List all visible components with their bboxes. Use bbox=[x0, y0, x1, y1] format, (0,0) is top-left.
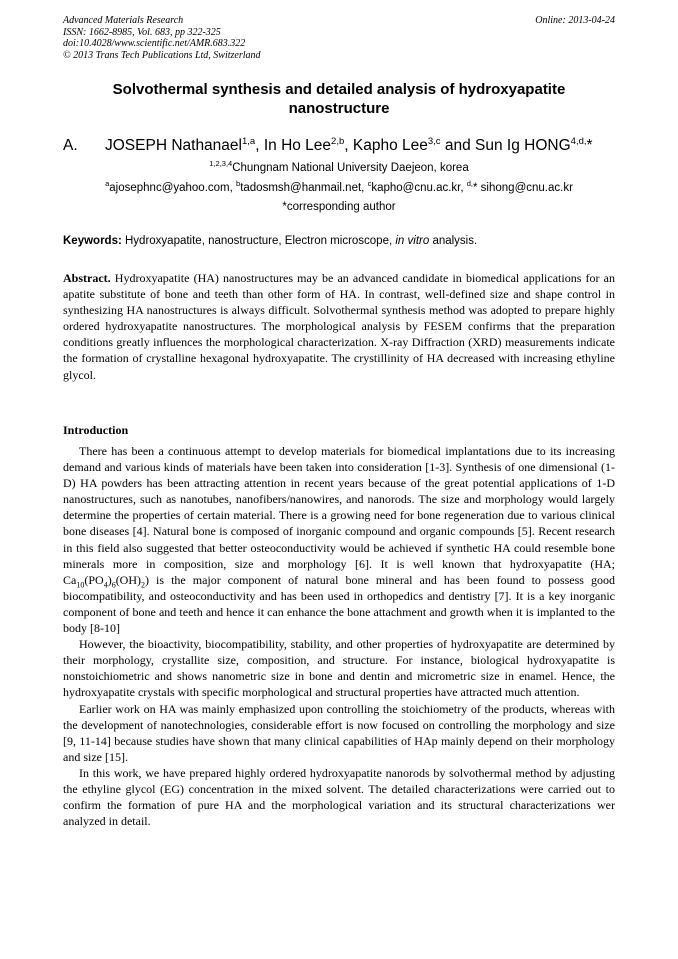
copyright-line: © 2013 Trans Tech Publications Ltd, Switzerland bbox=[63, 49, 261, 61]
author-4-name: and Sun Ig HONG bbox=[440, 137, 571, 155]
keywords-label: Keywords: bbox=[63, 235, 122, 247]
author-3-sup: 3,c bbox=[427, 136, 441, 147]
corresponding-star: * bbox=[586, 137, 593, 155]
introduction-heading: Introduction bbox=[63, 423, 129, 437]
author-initial: A. bbox=[63, 137, 78, 155]
formula-sub-2: 4 bbox=[103, 580, 108, 590]
author-2-name: , In Ho Lee bbox=[255, 137, 332, 155]
introduction-body bbox=[63, 443, 615, 829]
formula-sub-1: 10 bbox=[76, 580, 85, 590]
online-date: Online: 2013-04-24 bbox=[535, 15, 615, 26]
author-1-sup: 1,a bbox=[242, 136, 256, 147]
formula-part-1: (PO bbox=[84, 572, 104, 587]
keywords-italic: in vitro bbox=[395, 235, 430, 247]
email-d: * sihong@cnu.ac.kr bbox=[473, 181, 573, 194]
journal-name: Advanced Materials Research bbox=[63, 15, 184, 26]
abstract bbox=[63, 270, 615, 383]
email-a-sup: a bbox=[105, 179, 110, 188]
formula-part-2: ) bbox=[107, 572, 112, 587]
title-line-1: Solvothermal synthesis and detailed analysis of hydroxyapatite bbox=[112, 81, 566, 98]
email-list bbox=[63, 177, 615, 195]
issn-line: ISSN: 1662-8985, Vol. 683, pp 322-325 bbox=[63, 26, 221, 38]
formula-sub-3: 6 bbox=[111, 580, 116, 590]
author-list bbox=[63, 132, 615, 156]
title-line-2: nanostructure bbox=[288, 100, 390, 117]
affiliation-sup: 1,2,3,4 bbox=[209, 159, 233, 168]
author-3-name: , Kapho Lee bbox=[344, 137, 428, 155]
email-c: kapho@cnu.ac.kr, bbox=[371, 181, 467, 194]
paper-title bbox=[63, 80, 615, 118]
author-4-sup: 4,d, bbox=[570, 136, 587, 147]
email-b-sup: b bbox=[236, 179, 241, 188]
intro-paragraph-1 bbox=[63, 443, 615, 636]
intro-paragraph-4: In this work, we have prepared highly ordered hydroxyapatite nanorods by solvothermal method by adjusting the ethyline glycol (EG) concentration in the mixed solvent. The detailed characterizations were carried out to confirm the formation of pure HA and the morphological variation and its structural characterizations wer analyzed in detail. bbox=[63, 765, 615, 829]
email-b: tadosmsh@hanmail.net, bbox=[240, 181, 368, 194]
formula-sub-4: 2 bbox=[141, 580, 146, 590]
keywords-end: analysis. bbox=[429, 235, 478, 247]
abstract-text: Hydroxyapatite (HA) nanostructures may be an advanced candidate in biomedical applications for an apatite substitute of bone and teeth than other form of HA. In contrast, well-defined size and shape control in synthesizing HA nanostructures is always difficult. Solvothermal synthesis method was adopted to prepare highly ordered hydroxyapatite nanostructures. The morphological analysis by FESEM confirms that the preparation conditions greatly influences the morphological characterization. X-ray Diffraction (XRD) measurements indicate the formation of crystalline hexagonal hydroxyapatite. The crystillinity of HA decreased with increasing ethyline glycol. bbox=[63, 271, 615, 382]
author-2-sup: 2,b bbox=[331, 136, 345, 147]
email-c-sup: c bbox=[367, 179, 372, 188]
email-d-sup: d, bbox=[466, 179, 474, 188]
affiliation bbox=[63, 157, 615, 175]
running-header bbox=[63, 15, 261, 61]
doi-line: doi:10.4028/www.scientific.net/AMR.683.322 bbox=[63, 38, 246, 49]
affiliation-text: Chungnam National University Daejeon, korea bbox=[232, 161, 469, 174]
keywords bbox=[63, 234, 615, 248]
author-1-name: JOSEPH Nathanael bbox=[105, 137, 242, 155]
formula-part-3: (OH) bbox=[115, 572, 142, 587]
email-a: ajosephnc@yahoo.com, bbox=[109, 181, 237, 194]
abstract-label: Abstract. bbox=[63, 271, 111, 285]
intro-p1-b: ) is the major component of natural bone mineral and has been found to possess good biocompatibility, and osteoconductivity and has been used in orthopedics and dentistry [7]. It is a key inorganic component of bone and teeth and hence it can enhance the bone attachment and growth when it is implanted to the body [8-10] bbox=[63, 572, 615, 636]
keywords-text: Hydroxyapatite, nanostructure, Electron microscope, bbox=[121, 235, 396, 247]
intro-paragraph-3: Earlier work on HA was mainly emphasized upon controlling the stoichiometry of the products, whereas with the development of nanotechnologies, considerable effort is now focused on controlling the morphology and size [9, 11-14] because studies have shown that many clinical capabilities of HAp mainly depend on their morphology and size [15]. bbox=[63, 701, 615, 764]
intro-paragraph-2: However, the bioactivity, biocompatibility, stability, and other properties of hydroxyapatite are determined by their morphology, crystallite size, composition, and structure. For instance, biological hydroxyapatite is nonstoichiometric and shows nanometric size in bone and dentin and micrometric size in enamel. Hence, the hydroxyapatite crystals with specific morphological and structural properties have attracted much attention. bbox=[63, 637, 615, 700]
intro-p1-a: There has been a continuous attempt to develop materials for biomedical implantations due to its increasing demand and various kinds of materials have been taken into consideration [1-3]. Synthesis of one dimensional (1-D) HA powders has been attracting attention in recent years because of the great potential applications of 1-D nanostructures, such as nanotubes, nanofibers/nanowires, and nanorods. The size and morphology would largely determine the properties of certain material. There is a growing need for bone regeneration due to various clinical bone diseases [4]. Natural bone is composed of inorganic compound and organic compounds [5]. Recent research in this field also suggested that better osteoconductivity would be achieved if synthetic HA could resemble bone minerals more in composition, size and morphology [6]. It is well known that hydroxyapatite (HA; Ca bbox=[63, 444, 615, 587]
corresponding-author-note: *corresponding author bbox=[282, 201, 396, 213]
